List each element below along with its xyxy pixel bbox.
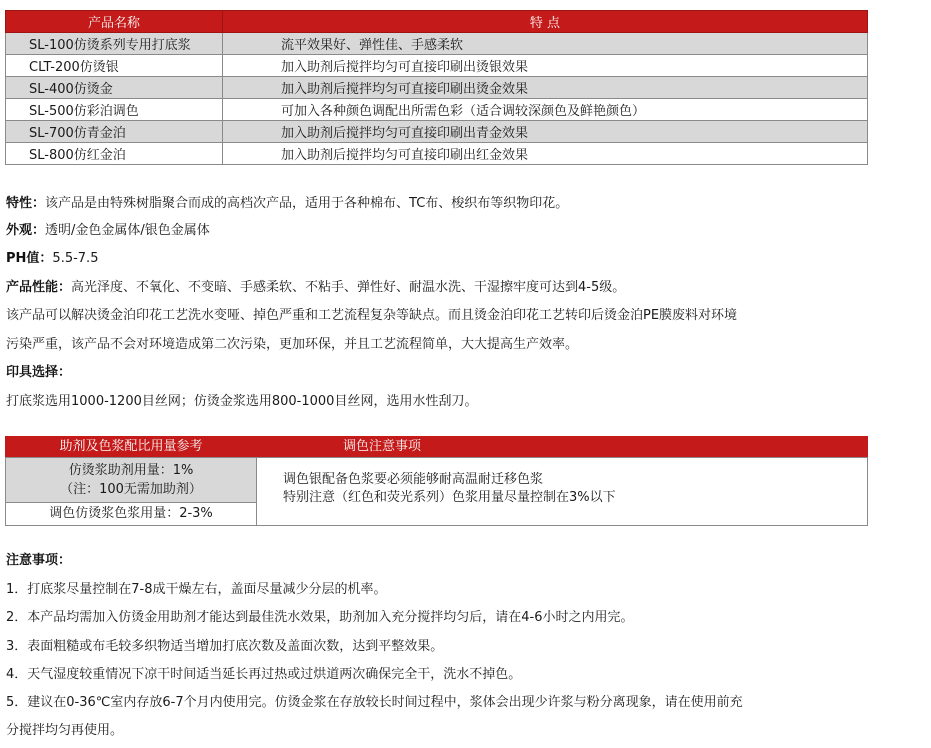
product-name-cell: SL-800仿红金泊 [6,143,223,165]
notes-title: 注意事项： [6,553,72,568]
header-features: 特 点 [223,11,868,33]
ratio-left-column [5,457,257,526]
description-line-2: 污染严重，该产品不会对环境造成第二次污染，更加环保，并且工艺流程简单，大大提高生产效率。 [6,337,579,352]
ratio-table-header [5,436,868,457]
color-paste-dosage-cell: 调色仿烫浆色浆用量：2-3% [49,506,213,521]
product-name-cell: SL-500仿彩泊调色 [6,99,223,121]
product-name-cell: SL-700仿青金泊 [6,121,223,143]
product-name-cell: CLT-200仿烫银 [6,55,223,77]
product-name-cell: SL-400仿烫金 [6,77,223,99]
ratio-table [5,436,868,526]
product-feature-cell: 加入助剂后搅拌均匀可直接印刷出红金效果 [223,143,868,165]
description-line-1: 该产品可以解决烫金泊印花工艺洗水变哑、掉色严重和工艺流程复杂等缺点。而且烫金泊印花工艺转印后烫金泊PE膜废料对环境 [6,308,738,323]
table-row [6,99,868,121]
product-feature-cell: 可加入各种颜色调配出所需色彩（适合调较深颜色及鲜艳颜色） [223,99,868,121]
property-text: 该产品是由特殊树脂聚合而成的高档次产品，适用于各种棉布、TC布、梭织布等织物印花。 [45,196,569,211]
product-table-header [6,11,868,33]
additive-dosage-text: 仿烫浆助剂用量：1% [68,463,194,478]
header-ratio-reference: 助剂及色浆配比用量参考 [59,439,203,454]
note-item: 2．本产品均需加入仿烫金用助剂才能达到最佳洗水效果，助剂加入充分搅拌均匀后，请在4-6小时之内用完。 [6,610,634,625]
table-row [6,33,868,55]
additive-note-text: （注：100无需加助剂） [60,482,202,497]
toning-note-2: 特别注意（红色和荧光系列）色浆用量尽量控制在3%以下 [283,490,616,505]
screen-selection-text: 打底浆选用1000-1200目丝网；仿烫金浆选用800-1000目丝网，选用水性刮刀。 [6,394,478,409]
table-row [6,55,868,77]
appearance-label: 外观： [6,223,46,238]
screen-selection-heading [6,364,71,382]
product-feature-cell: 加入助剂后搅拌均匀可直接印刷出烫金效果 [223,77,868,99]
performance-label: 产品性能： [6,280,72,295]
table-row [6,77,868,99]
note-item: 5．建议在0-36℃室内存放6-7个月内使用完。仿烫金浆在存放较长时间过程中，浆体会出现少许浆与粉分离现象，请在使用前充 [6,695,743,710]
notes-heading [6,552,71,570]
table-row [6,121,868,143]
ph-text: 5.5-7.5 [52,251,99,266]
note-item: 1．打底浆尽量控制在7-8成干燥左右，盖面尽量减少分层的机率。 [6,582,387,597]
note-item: 3．表面粗糙或布毛较多织物适当增加打底次数及盖面次数，达到平整效果。 [6,639,444,654]
appearance-text: 透明/金色金属体/银色金属体 [45,223,210,238]
toning-note-1: 调色银配备色浆要必须能够耐高温耐迁移色浆 [283,472,544,487]
header-toning-notes: 调色注意事项 [342,439,421,454]
note-item: 分搅拌均匀再使用。 [6,723,124,738]
table-row [6,143,868,165]
product-feature-cell: 流平效果好、弹性佳、手感柔软 [223,33,868,55]
property-line [6,195,568,213]
screen-label: 印具选择： [6,365,72,380]
property-label: 特性： [6,196,46,211]
note-item: 4．天气湿度较重情况下凉干时间适当延长再过热或过烘道两次确保完全干，洗水不掉色。 [6,667,522,682]
additive-dosage-cell [6,458,256,503]
toning-notes-cell [257,457,868,526]
ph-line [6,250,98,268]
product-name-cell: SL-100仿烫系列专用打底浆 [6,33,223,55]
appearance-line [6,222,210,240]
product-table [5,10,868,165]
performance-text: 高光泽度、不氧化、不变暗、手感柔软、不粘手、弹性好、耐温水洗、干湿擦牢度可达到4-5级。 [71,280,626,295]
header-product-name: 产品名称 [6,11,223,33]
product-feature-cell: 加入助剂后搅拌均匀可直接印刷出烫银效果 [223,55,868,77]
ph-label: PH值： [6,251,53,266]
performance-line [6,279,625,297]
product-feature-cell: 加入助剂后搅拌均匀可直接印刷出青金效果 [223,121,868,143]
